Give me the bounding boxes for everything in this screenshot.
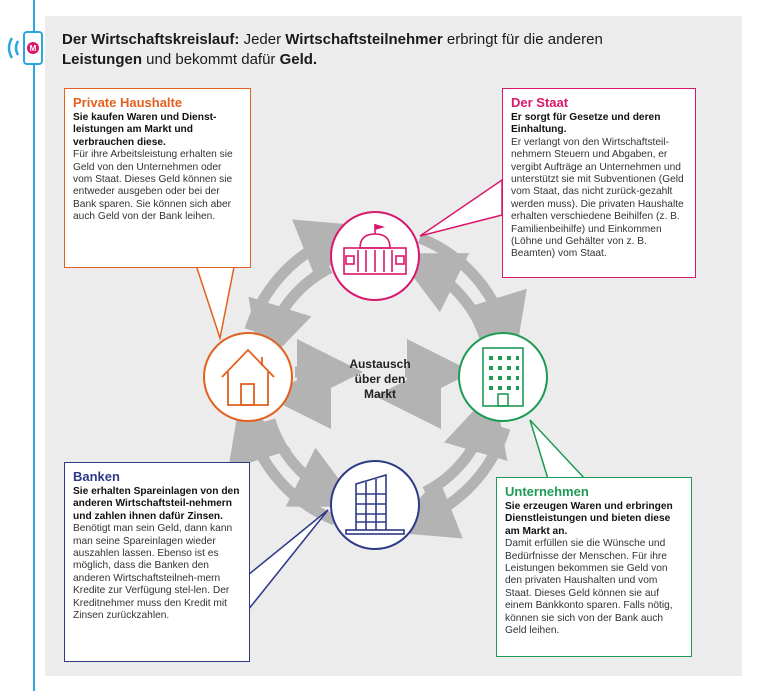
unternehmen-box (496, 477, 692, 657)
callout-pointer-unternehmen (530, 420, 585, 479)
banken-node (331, 461, 419, 549)
private-haushalte-box (64, 88, 251, 268)
private-haushalte-body: Für ihre Arbeitsleistung erhalten sie Geld von den Unternehmen oder vom Staat. Dieses Geld können sie entweder ausgeben oder bei der Bank sparen. Sie können sich aber auch Geld von der Bank leihen. (73, 149, 233, 223)
unternehmen-lead: Sie erzeugen Waren und erbringen Dienstleistungen und bieten diese am Markt an. (505, 501, 673, 537)
sidebar-accent-line (33, 0, 35, 691)
market-exchange-label: Austausch über den Markt (349, 357, 411, 401)
unternehmen-body: Damit erfüllen sie die Wünsche und Bedürfnisse der Menschen. Für ihre Leistungen bekommen sie Geld von den privaten Haushalten und vom Staat. Dieses Geld können sie auf einem Bankkonto sparen. Falls nötig, können sie sich von der Bank auch Geld leihen. (505, 538, 673, 637)
unternehmen-node (459, 333, 547, 421)
callout-pointer-private (195, 262, 235, 338)
staat-title: Der Staat (511, 95, 569, 110)
banken-title: Banken (73, 469, 120, 484)
staat-box (502, 88, 696, 278)
banken-lead: Sie erhalten Spareinlagen von den anderen Wirtschaftsteil-nehmern und zahlen ihnen dafür Zinsen. (73, 486, 240, 522)
callout-pointer-staat (420, 180, 502, 236)
callout-pointer-banken (248, 510, 328, 610)
svg-text:M: M (29, 44, 37, 53)
staat-body: Er verlangt von den Wirtschaftsteil-nehmern Steuern und Abgaben, er vergibt Aufträge an Unternehmen und unterstützt sie mit Subventionen (Geld vom Staat, das nicht zurück-gezahlt werden muss). Die privaten Haushalte erhalten verschiedene Beihilfen (z. B. Familienbeihilfe) und Einkommen (Löhne und Gehälter von z. B. Beamten) vom Staat. (511, 136, 684, 260)
banken-body: Benötigt man sein Geld, dann kann man seine Spareinlagen wieder auszahlen lassen. Ebenso ist es möglich, dass die Banken den anderen Wirtschaftsteilneh-mern Kredite zur Verfügung stel-len. Der Kreditnehmer muss den Kredit mit Zinsen zurückzahlen. (73, 523, 233, 622)
staat-lead: Er sorgt für Gesetze und deren Einhaltung. (511, 112, 661, 136)
unternehmen-title: Unternehmen (505, 484, 589, 499)
staat-node (331, 212, 419, 300)
banken-box (64, 462, 250, 662)
page-title: Der Wirtschaftskreislauf: Jeder Wirtschaftsteilnehmer erbringt für die anderen Leistungen und bekommt dafür Geld. (62, 31, 603, 68)
private-haushalte-title: Private Haushalte (73, 95, 183, 110)
private-haushalte-lead: Sie kaufen Waren und Dienst-leistungen am Markt und verbrauchen diese. (73, 112, 217, 148)
private-haushalte-node (204, 333, 292, 421)
